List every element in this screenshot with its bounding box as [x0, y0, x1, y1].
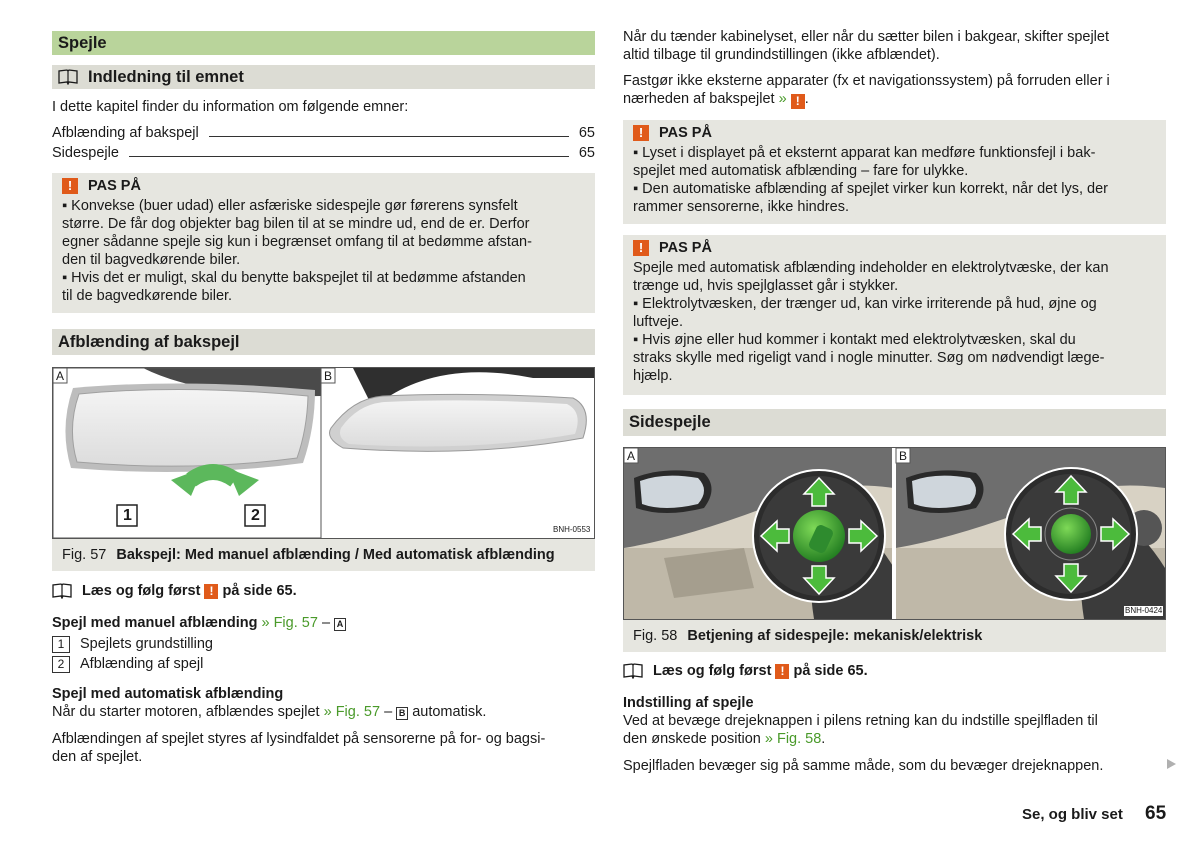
read-first-page[interactable]: på side 65. — [222, 583, 297, 599]
warning-icon: ! — [204, 584, 218, 599]
read-first-text: Læs og følg først — [653, 663, 772, 679]
footer-page-number: 65 — [1145, 803, 1167, 824]
warning-line: til de bagvedkørende biler. — [62, 288, 233, 304]
warning-box-2 — [623, 120, 1166, 224]
intro-header — [52, 65, 595, 89]
warning-line: den til bagvedkørende biler. — [62, 252, 241, 268]
toc-page: 65 — [578, 125, 595, 141]
figure-code: BNH-0424 — [1125, 606, 1163, 615]
marker-1: 1 — [123, 507, 132, 524]
warning-title: PAS PÅ — [659, 240, 712, 256]
warning-icon: ! — [633, 125, 649, 141]
item-text: Afblænding af spejl — [80, 656, 204, 672]
para-line: Afblændingen af spejlet styres af lysindfaldet på sensorerne på for- og bagsi- — [52, 731, 546, 747]
warning-icon: ! — [633, 240, 649, 256]
caption-number: Fig. 57 — [62, 547, 107, 563]
figure-58-caption — [623, 620, 1166, 652]
caption-number: Fig. 58 — [633, 628, 678, 644]
auto-section — [52, 685, 595, 721]
figure-57 — [52, 367, 595, 539]
warning-title: PAS PÅ — [88, 178, 141, 194]
toc-label: Sidespejle — [52, 145, 119, 161]
section-title-spejle: Spejle — [52, 31, 595, 55]
panel-ref-b: B — [396, 707, 408, 720]
paragraph-afblaending — [52, 730, 595, 766]
fig-58-link[interactable]: » Fig. 58 — [764, 731, 822, 747]
figure-57-caption — [52, 539, 595, 571]
warning-title: PAS PÅ — [659, 125, 712, 141]
panel-label-a: A — [56, 369, 65, 383]
marker-2: 2 — [251, 507, 260, 524]
warning-line: egner sådanne spejle sig kun i begrænset omfang til at bedømme afstan- — [62, 234, 532, 250]
list-item — [52, 654, 595, 674]
toc-item[interactable] — [52, 124, 595, 144]
warning-line: Spejle med automatisk afblænding indeholder en elektrolytvæske, der kan — [633, 260, 1109, 276]
auto-title: Spejl med automatisk afblænding — [52, 686, 284, 702]
read-first-note — [52, 581, 297, 601]
warning-line: luftveje. — [633, 314, 683, 330]
figure-code: BNH-0553 — [553, 525, 591, 534]
figure-58 — [623, 447, 1166, 620]
warning-header — [62, 177, 585, 195]
side-mirror-controls-illustration — [624, 448, 1165, 619]
continue-arrow-icon — [1167, 759, 1176, 769]
warning-line: rammer sensorerne, ikke hindres. — [633, 199, 849, 215]
warning-line: ▪ Konvekse (buer udad) eller asfæriske sidespejle gør førerens synsfelt — [62, 198, 518, 214]
warning-box-3 — [623, 235, 1166, 395]
panel-ref-a: A — [334, 618, 346, 631]
read-first-text: Læs og følg først — [82, 583, 201, 599]
warning-icon: ! — [775, 664, 789, 679]
para-line: Fastgør ikke eksterne apparater (fx et navigationssystem) på forruden eller i — [623, 73, 1110, 89]
warning-icon: ! — [791, 94, 805, 109]
warning-line: straks skylle med rigeligt vand i nogle minutter. Søg om nødvendigt læge- — [633, 350, 1105, 366]
paragraph-spejlflade: Spejlfladen bevæger sig på samme måde, som du bevæger drejeknappen. — [623, 758, 1104, 774]
item-number: 1 — [52, 636, 70, 653]
period: . — [821, 731, 826, 747]
warning-line: ▪ Hvis det er muligt, skal du benytte bakspejlet til at bedømme afstanden — [62, 270, 526, 286]
toc-list — [52, 124, 595, 164]
para-line: Ved at bevæge drejeknappen i pilens retning kan du indstille spejlfladen til — [623, 713, 1098, 729]
manual-section — [52, 614, 595, 674]
warning-header — [633, 124, 1156, 142]
book-icon — [623, 663, 643, 679]
warning-line: ▪ Elektrolytvæsken, der trænger ud, kan virke irriterende på hud, øjne og — [633, 296, 1097, 312]
intro-text: I dette kapitel finder du information om følgende emner: — [52, 99, 409, 115]
fig-57-link[interactable]: » Fig. 57 — [261, 615, 318, 631]
warning-line: trænge ud, hvis spejlglasset går i stykker. — [633, 278, 899, 294]
warning-icon: ! — [62, 178, 78, 194]
warning-line: større. De får dog objekter bag bilen til at se mindre ud, end de er. Derfor — [62, 216, 530, 232]
caption-text: Betjening af sidespejle: mekanisk/elektrisk — [687, 628, 983, 644]
toc-item[interactable] — [52, 144, 595, 164]
warning-line: spejlet med automatisk afblænding – fare for ulykke. — [633, 163, 969, 179]
caption-text: Bakspejl: Med manuel afblænding / Med automatisk afblænding — [116, 547, 555, 563]
panel-label-b: B — [899, 449, 908, 463]
warning-line: ▪ Lyset i displayet på et eksternt apparat kan medføre funktionsfejl i bak- — [633, 145, 1096, 161]
dash: – — [384, 704, 393, 720]
adjust-section — [623, 694, 1166, 748]
warning-header — [633, 239, 1156, 257]
paragraph-kabinelys — [623, 28, 1166, 64]
toc-leader — [129, 156, 569, 157]
panel-label-a: A — [627, 449, 636, 463]
warning-link[interactable]: » — [778, 91, 787, 107]
warning-line: ▪ Hvis øjne eller hud kommer i kontakt med elektrolytvæsken, skal du — [633, 332, 1076, 348]
period: . — [804, 91, 809, 107]
paragraph-apparater — [623, 72, 1166, 109]
adjust-title: Indstilling af spejle — [623, 695, 754, 711]
section-title-afblaending: Afblænding af bakspejl — [52, 329, 595, 355]
section-title-sidespejle: Sidespejle — [623, 409, 1166, 436]
manual-title: Spejl med manuel afblænding — [52, 615, 258, 631]
para-line: Når du tænder kabinelyset, eller når du sætter bilen i bakgear, skifter spejlet — [623, 29, 1109, 45]
footer-chapter: Se, og bliv set — [1022, 806, 1123, 823]
toc-label: Afblænding af bakspejl — [52, 125, 199, 141]
item-text: Spejlets grundstilling — [80, 636, 213, 652]
para-line: altid tilbage til grundindstillingen (ikke afblændet). — [623, 47, 940, 63]
item-number: 2 — [52, 656, 70, 673]
panel-label-b: B — [324, 369, 333, 383]
book-icon — [58, 69, 78, 85]
toc-leader — [209, 136, 569, 137]
auto-text: Når du starter motoren, afblændes spejlet — [52, 704, 320, 720]
read-first-note — [623, 661, 868, 681]
fig-57-link[interactable]: » Fig. 57 — [323, 704, 381, 720]
rearview-mirror-illustration — [53, 368, 594, 538]
list-item — [52, 634, 595, 654]
para-line: den ønskede position — [623, 731, 761, 747]
toc-page: 65 — [578, 145, 595, 161]
warning-line: hjælp. — [633, 368, 673, 384]
para-line: den af spejlet. — [52, 749, 143, 765]
warning-box-1 — [52, 173, 595, 313]
para-line: nærheden af bakspejlet — [623, 91, 775, 107]
auto-text-end: automatisk. — [412, 704, 487, 720]
book-icon — [52, 583, 72, 599]
warning-line: ▪ Den automatiske afblænding af spejlet virker kun korrekt, når det lys, der — [633, 181, 1109, 197]
intro-title: Indledning til emnet — [88, 68, 244, 86]
read-first-page[interactable]: på side 65. — [793, 663, 868, 679]
dash: – — [321, 615, 331, 631]
